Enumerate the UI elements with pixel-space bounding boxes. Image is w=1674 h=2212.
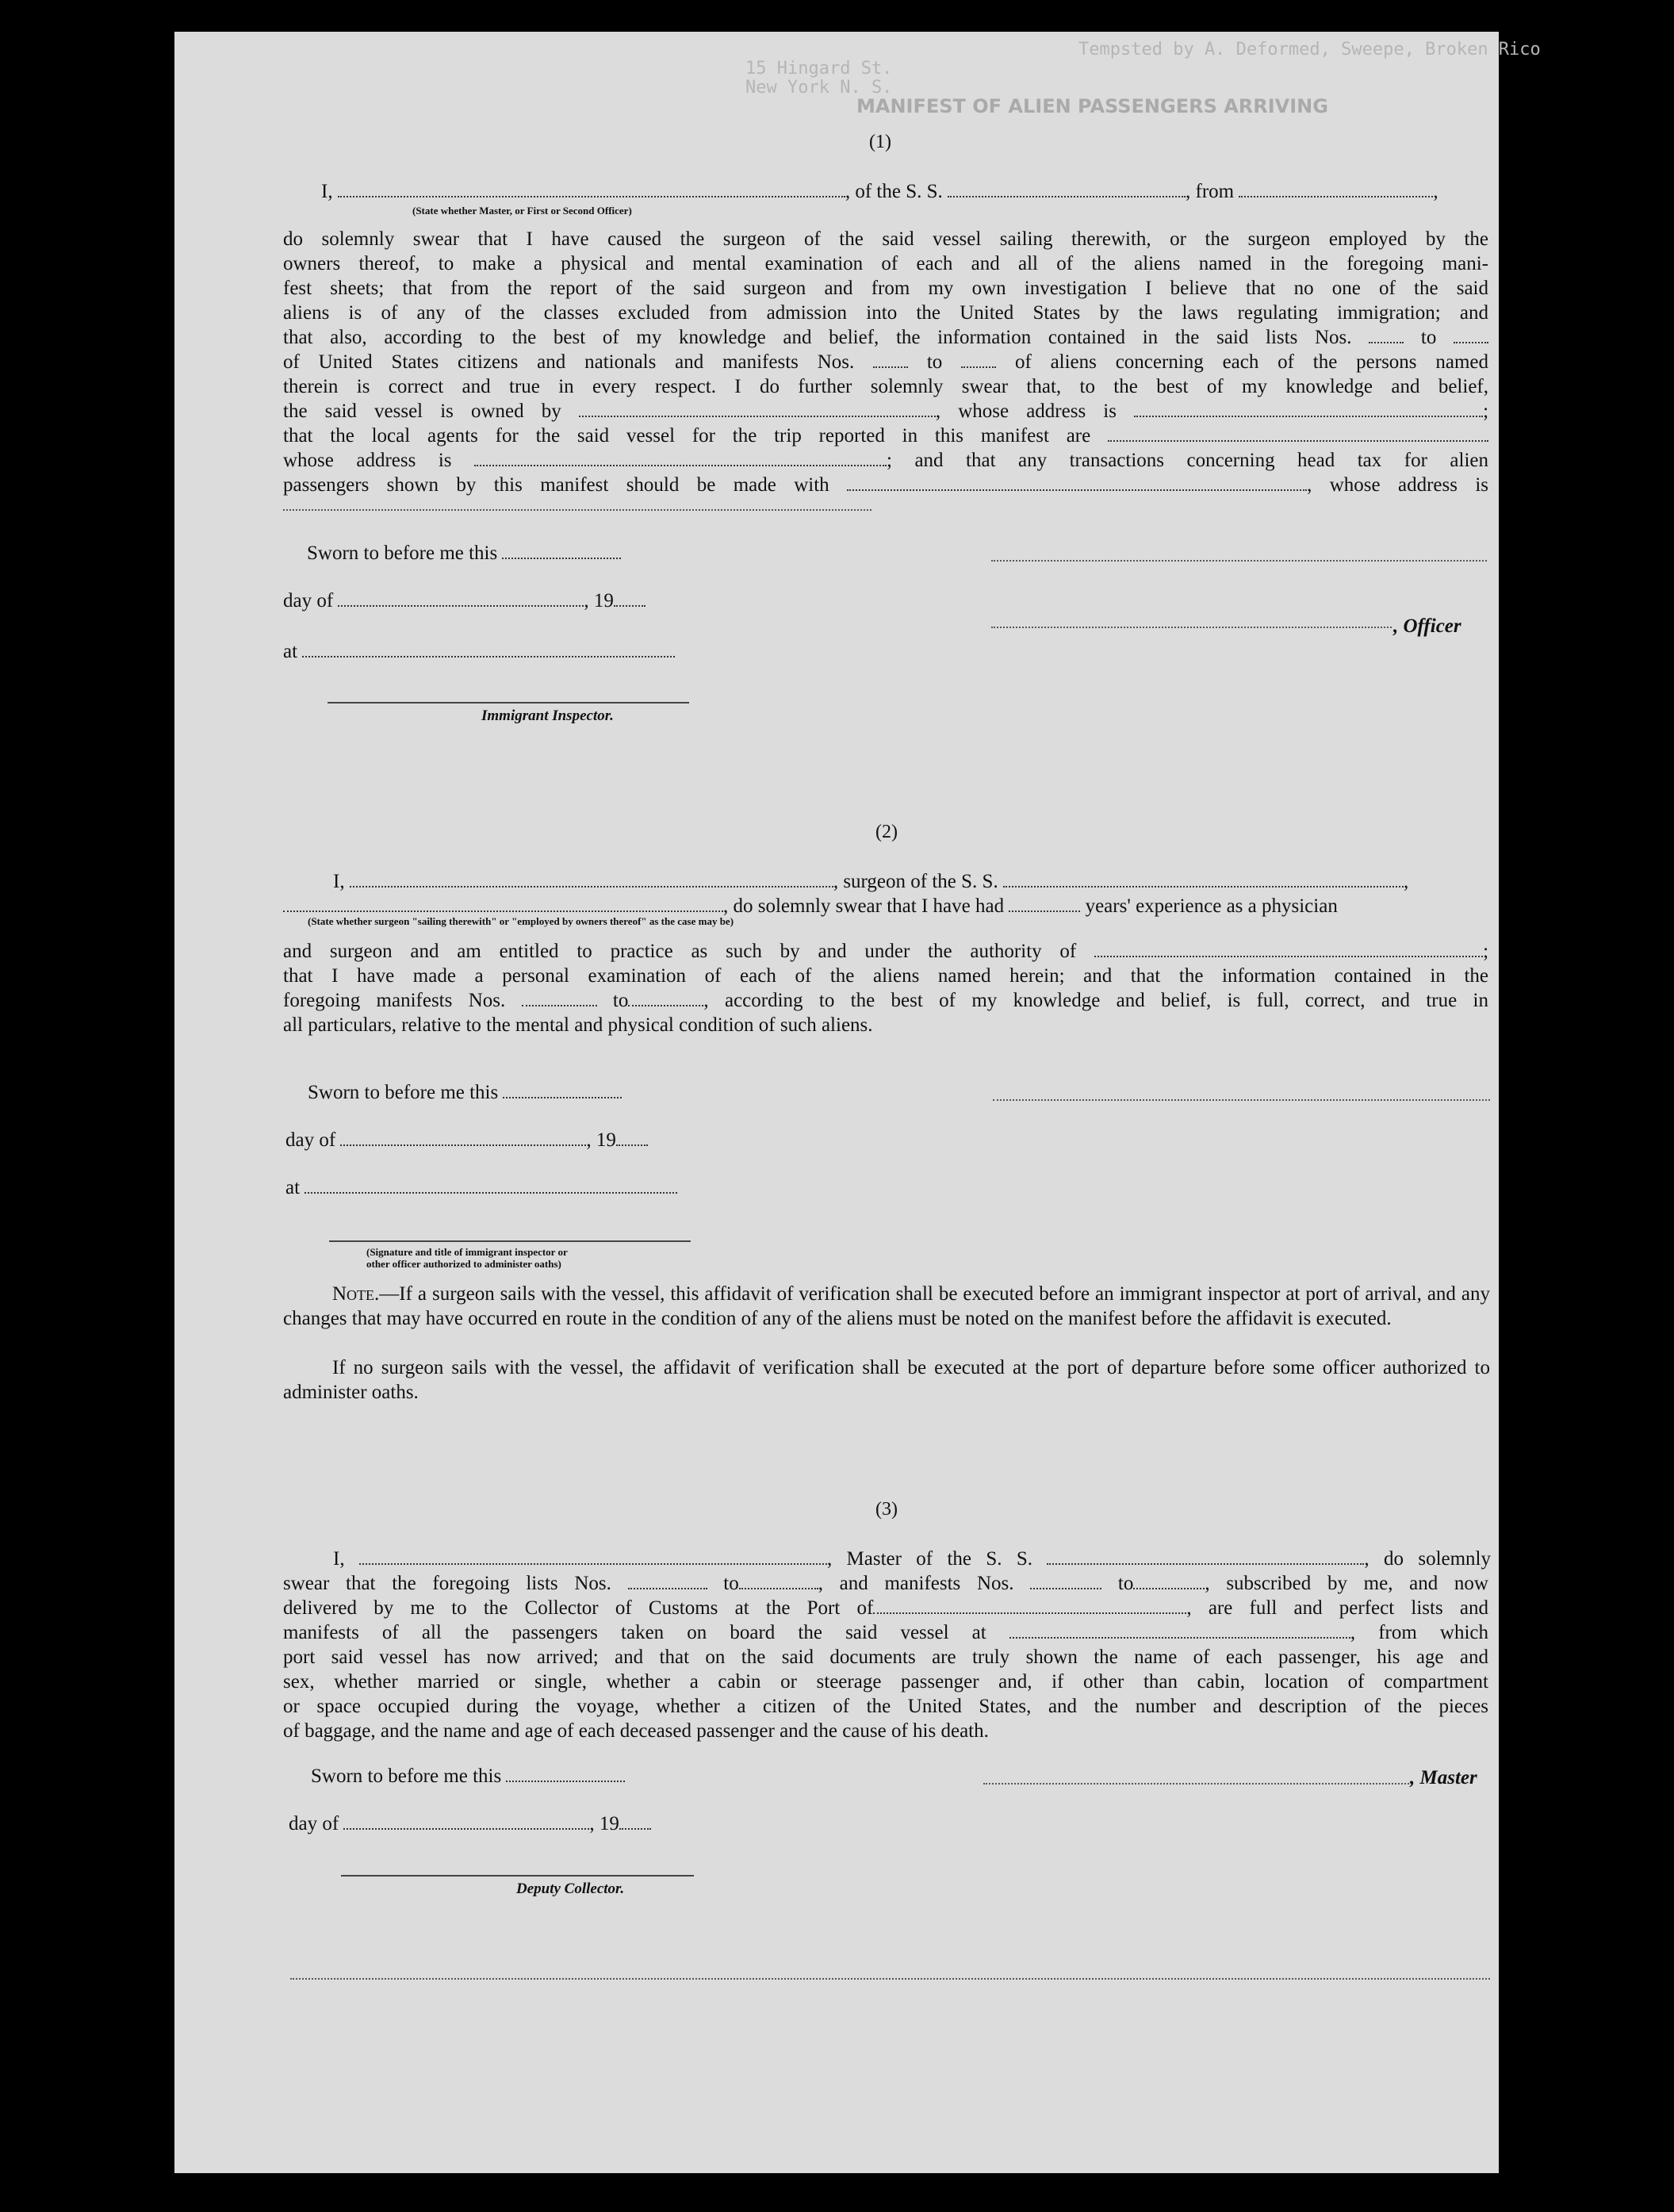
practice-authority-field[interactable] bbox=[1094, 940, 1483, 957]
surgeon-ship-field[interactable] bbox=[1003, 870, 1404, 887]
oath-text-line: fest sheets; that from the report of the said surgeon and from my own investigation I believe that no one of the said bbox=[283, 278, 1488, 299]
note-paragraph: Note.—If a surgeon sails with the vessel, this affidavit of verification shall be executed before an immigrant inspector at port of arrival, and any changes that may have occurred en route in the condition of any of the aliens must be noted on the manifest before the affidavit is executed. bbox=[283, 1283, 1490, 1329]
oath-text-line: the said vessel is owned by , whose address is ; bbox=[283, 401, 1489, 422]
at-line: at bbox=[285, 1175, 677, 1200]
signature-note: other officer authorized to administer oaths) bbox=[366, 1258, 561, 1270]
vessel-owner-field[interactable] bbox=[579, 400, 936, 417]
collector-caption: Deputy Collector. bbox=[516, 1880, 625, 1897]
oath-text-line: passengers shown by this manifest should be made with , whose address is bbox=[283, 474, 1488, 496]
punch-hole bbox=[1505, 1948, 1546, 1989]
note-paragraph: If no surgeon sails with the vessel, the affidavit of verification shall be executed at the port of departure before some officer authorized to administer oaths. bbox=[283, 1357, 1490, 1403]
surgeon-signature-line[interactable] bbox=[993, 1099, 1490, 1101]
list-from-field[interactable] bbox=[1369, 326, 1404, 343]
day-of-line: day of , 19 bbox=[289, 1811, 651, 1836]
place-field[interactable] bbox=[302, 640, 675, 657]
bleed-through-title: MANIFEST OF ALIEN PASSENGERS ARRIVING bbox=[856, 95, 1328, 117]
master-oath-line-1: I, , of the S. S. , from , bbox=[321, 181, 1438, 202]
surgeon-text-line: that I have made a personal examination of each of the aliens named herein; and that the information contained in the bbox=[283, 965, 1488, 987]
punch-hole bbox=[1505, 1572, 1546, 1613]
master-oath-line: or space occupied during the voyage, whether a citizen of the United States, and the number and description of the pieces bbox=[283, 1696, 1488, 1717]
manifests-from-field[interactable] bbox=[1030, 1572, 1101, 1589]
month-field[interactable] bbox=[340, 1129, 586, 1146]
surgeon-status-field[interactable] bbox=[283, 895, 723, 912]
oath-text-line: whose address is ; and that any transactions concerning head tax for alien bbox=[283, 450, 1488, 471]
year-field[interactable] bbox=[616, 1129, 648, 1146]
head-tax-address-line[interactable] bbox=[283, 509, 871, 511]
master-oath-line: swear that the foregoing lists Nos. to , and manifests Nos. to , subscribed by me, and now bbox=[283, 1573, 1488, 1594]
departure-port-field[interactable] bbox=[1239, 180, 1433, 197]
surgeon-manifest-from-field[interactable] bbox=[522, 989, 597, 1006]
officer-rank-note: (State whether Master, or First or Second Officer) bbox=[412, 205, 632, 217]
surgeon-oath-line-1: I, , surgeon of the S. S. , bbox=[333, 871, 1409, 892]
administrator-signature-line[interactable] bbox=[329, 1240, 691, 1242]
oath-text-line: therein is correct and true in every respect. I do further solemnly swear that, to the best of my knowledge and belief, bbox=[283, 376, 1488, 397]
oath-text-line: of United States citizens and nationals and manifests Nos. to of aliens concerning each of the persons named bbox=[283, 351, 1488, 373]
ship-name-field[interactable] bbox=[948, 180, 1186, 197]
section-1-number: (1) bbox=[869, 132, 891, 152]
master-oath-line: I, , Master of the S. S. , do solemnly bbox=[333, 1548, 1492, 1570]
sworn-day-field[interactable] bbox=[506, 1765, 625, 1782]
oath-text-line: owners thereof, to make a physical and mental examination of each and all of the aliens named in the foregoing mani- bbox=[283, 253, 1488, 274]
sworn-day-field[interactable] bbox=[502, 542, 621, 559]
lists-to-field[interactable] bbox=[739, 1572, 818, 1589]
day-of-line: day of , 19 bbox=[285, 1128, 648, 1152]
port-field[interactable] bbox=[873, 1597, 1186, 1614]
punch-hole bbox=[1531, 511, 1572, 552]
day-of-line: day of , 19 bbox=[283, 588, 645, 613]
master-oath-line: sex, whether married or single, whether a cabin or steerage passenger and, if other than cabin, location of compartment bbox=[283, 1671, 1488, 1693]
oath-text-line: that also, according to the best of my knowledge and belief, the information contained in the said lists Nos. to bbox=[283, 325, 1488, 350]
list-to-field[interactable] bbox=[1454, 326, 1488, 343]
head-tax-contact-field[interactable] bbox=[847, 473, 1307, 491]
punch-hole bbox=[1504, 82, 1545, 124]
years-experience-field[interactable] bbox=[1009, 895, 1080, 912]
surgeon-text-line: foregoing manifests Nos. to , according to the best of my knowledge and belief, is full, correct, and true in bbox=[283, 990, 1488, 1011]
embark-port-field[interactable] bbox=[1009, 1621, 1350, 1639]
lists-from-field[interactable] bbox=[628, 1572, 707, 1589]
surgeon-oath-line-2: , do solemnly swear that I have had years' experience as a physician bbox=[283, 894, 1338, 918]
master-oath-line: of baggage, and the name and age of each deceased passenger and the cause of his death. bbox=[283, 1720, 989, 1742]
punch-hole bbox=[1509, 725, 1550, 766]
year-field[interactable] bbox=[614, 589, 645, 607]
manifest-from-field[interactable] bbox=[873, 351, 908, 368]
oath-text-line: that the local agents for the said vessel for the trip reported in this manifest are bbox=[283, 424, 1488, 448]
month-field[interactable] bbox=[343, 1812, 589, 1830]
inspector-caption: Immigrant Inspector. bbox=[481, 707, 614, 724]
section-3-number: (3) bbox=[875, 1499, 898, 1520]
collector-signature-line[interactable] bbox=[341, 1875, 694, 1877]
officer-label: , Officer bbox=[1393, 615, 1461, 637]
surgeon-manifest-to-field[interactable] bbox=[628, 989, 703, 1006]
manifests-to-field[interactable] bbox=[1133, 1572, 1205, 1589]
signature-note: (Signature and title of immigrant inspector or bbox=[366, 1246, 568, 1258]
bleed-through-text: New York N. S. bbox=[745, 78, 893, 98]
master-label: , Master bbox=[1410, 1767, 1477, 1788]
officer-name-line[interactable] bbox=[991, 627, 1392, 628]
footer-rule bbox=[290, 1978, 1490, 1980]
master-oath-line: port said vessel has now arrived; and that on the said documents are truly shown the name of each passenger, his age and bbox=[283, 1647, 1488, 1668]
master-oath-line: manifests of all the passengers taken on board the said vessel at , from which bbox=[283, 1622, 1489, 1643]
sworn-line: Sworn to before me this bbox=[311, 1764, 625, 1788]
oath-text-line: do solemnly swear that I have caused the surgeon of the said vessel sailing therewith, or the surgeon employed by the bbox=[283, 228, 1488, 250]
section-2-number: (2) bbox=[875, 822, 898, 842]
at-line: at bbox=[283, 639, 675, 664]
surgeon-text-line: all particulars, relative to the mental and physical condition of such aliens. bbox=[283, 1014, 873, 1036]
sworn-line: Sworn to before me this bbox=[308, 1080, 622, 1105]
master-name-field[interactable] bbox=[359, 1547, 827, 1565]
month-field[interactable] bbox=[338, 589, 584, 607]
punch-hole bbox=[1505, 2072, 1546, 2113]
local-agents-field[interactable] bbox=[1108, 424, 1488, 442]
master-oath-line: delivered by me to the Collector of Customs at the Port of , are full and perfect lists and bbox=[283, 1597, 1489, 1619]
master-signature-line[interactable] bbox=[983, 1783, 1409, 1785]
punch-hole bbox=[1513, 208, 1554, 249]
year-field[interactable] bbox=[619, 1812, 651, 1830]
owner-address-field[interactable] bbox=[1134, 400, 1483, 417]
punch-hole bbox=[1509, 600, 1550, 641]
sworn-line: Sworn to before me this bbox=[307, 541, 621, 565]
agent-address-field[interactable] bbox=[474, 449, 887, 466]
bleed-through-text: 15 Hingard St. bbox=[745, 59, 893, 79]
punch-hole bbox=[1505, 1443, 1546, 1485]
master-ship-field[interactable] bbox=[1047, 1547, 1364, 1565]
punch-hole bbox=[1512, 1655, 1553, 1696]
oath-text-line: aliens is of any of the classes excluded from admission into the United States by the laws regulating immigration; and bbox=[283, 302, 1488, 324]
manifest-to-field[interactable] bbox=[961, 351, 996, 368]
surgeon-name-field[interactable] bbox=[350, 870, 833, 887]
officer-signature-line[interactable] bbox=[991, 560, 1487, 562]
sworn-day-field[interactable] bbox=[503, 1081, 622, 1098]
inspector-signature-line[interactable] bbox=[328, 702, 689, 703]
surgeon-text-line: and surgeon and am entitled to practice as such by and under the authority of ; bbox=[283, 941, 1489, 962]
bleed-through-text: Tempsted by A. Deformed, Sweepe, Broken Rico bbox=[1078, 40, 1541, 59]
surgeon-status-note: (State whether surgeon "sailing therewith" or "employed by owners thereof" as the case may be) bbox=[308, 915, 734, 927]
officer-name-field[interactable] bbox=[338, 180, 845, 197]
place-field[interactable] bbox=[305, 1176, 677, 1194]
